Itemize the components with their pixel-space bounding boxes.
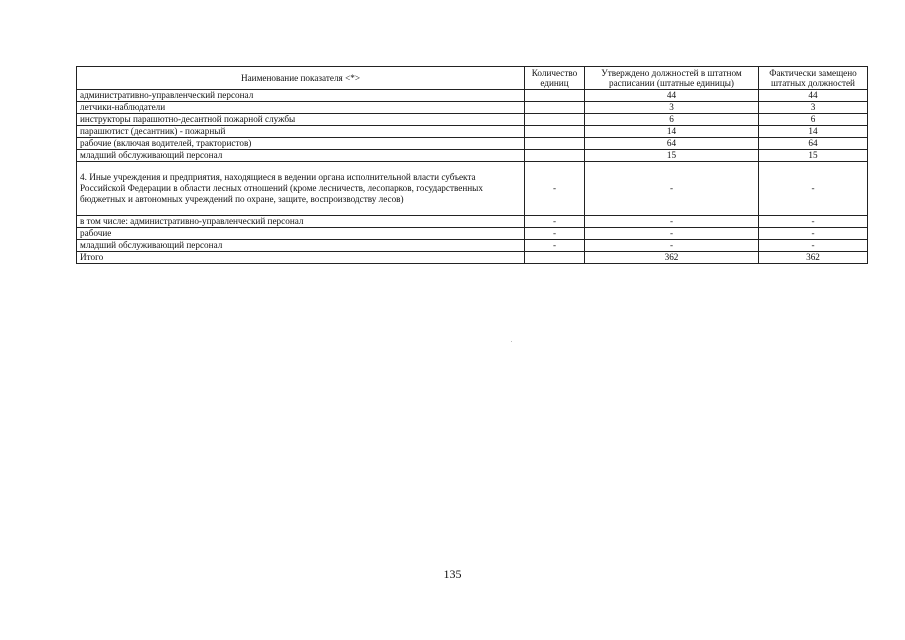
row-count: - <box>525 228 585 240</box>
row-actual: - <box>759 228 868 240</box>
row-count <box>525 150 585 162</box>
row-approved: - <box>585 216 759 228</box>
row-count <box>525 90 585 102</box>
table-row-total <box>77 252 868 264</box>
header-approved-positions: Утверждено должностей в штатном расписании (штатные единицы) <box>585 67 759 90</box>
row-name: 4. Иные учреждения и предприятия, находящиеся в ведении органа исполнительной власти субъекта Российской Федерации в области лесных отношений (кроме лесничеств, лесопарков, государственных бюджетных и автономных учреждений по охране, защите, воспроизводству лесов) <box>77 162 525 216</box>
row-actual: 44 <box>759 90 868 102</box>
row-actual: - <box>759 240 868 252</box>
row-count <box>525 126 585 138</box>
row-actual: 3 <box>759 102 868 114</box>
row-count <box>525 102 585 114</box>
table-row <box>77 216 868 228</box>
table-row <box>77 240 868 252</box>
table-row <box>77 150 868 162</box>
row-name: инструкторы парашютно-десантной пожарной службы <box>77 114 525 126</box>
row-count: - <box>525 162 585 216</box>
row-approved: - <box>585 240 759 252</box>
row-approved: 64 <box>585 138 759 150</box>
table-header-row <box>77 67 868 90</box>
row-approved: - <box>585 228 759 240</box>
header-indicator-name: Наименование показателя <*> <box>77 67 525 90</box>
row-count <box>525 114 585 126</box>
row-name: парашютист (десантник) - пожарный <box>77 126 525 138</box>
row-approved: - <box>585 162 759 216</box>
staffing-table <box>76 66 868 264</box>
row-approved: 44 <box>585 90 759 102</box>
row-name: летчики-наблюдатели <box>77 102 525 114</box>
table-row <box>77 228 868 240</box>
row-actual: 14 <box>759 126 868 138</box>
table-row <box>77 90 868 102</box>
row-approved: 362 <box>585 252 759 264</box>
row-approved: 3 <box>585 102 759 114</box>
row-actual: 6 <box>759 114 868 126</box>
row-approved: 14 <box>585 126 759 138</box>
row-actual: - <box>759 216 868 228</box>
row-actual: 15 <box>759 150 868 162</box>
scan-speck <box>511 341 512 342</box>
header-unit-count: Количество единиц <box>525 67 585 90</box>
row-name: административно-управленческий персонал <box>77 90 525 102</box>
table-row <box>77 162 868 216</box>
row-actual: 362 <box>759 252 868 264</box>
table-row <box>77 138 868 150</box>
page-number: 135 <box>443 567 462 581</box>
table-row <box>77 102 868 114</box>
row-actual: 64 <box>759 138 868 150</box>
row-name: рабочие (включая водителей, трактористов) <box>77 138 525 150</box>
header-actual-positions: Фактически замещено штатных должностей <box>759 67 868 90</box>
row-count <box>525 252 585 264</box>
row-count: - <box>525 216 585 228</box>
row-name: Итого <box>77 252 525 264</box>
row-approved: 15 <box>585 150 759 162</box>
row-name: в том числе: административно-управленческий персонал <box>77 216 525 228</box>
row-count: - <box>525 240 585 252</box>
row-actual: - <box>759 162 868 216</box>
row-name: младший обслуживающий персонал <box>77 240 525 252</box>
table-row <box>77 126 868 138</box>
row-count <box>525 138 585 150</box>
row-approved: 6 <box>585 114 759 126</box>
table-row <box>77 114 868 126</box>
row-name: рабочие <box>77 228 525 240</box>
row-name: младший обслуживающий персонал <box>77 150 525 162</box>
